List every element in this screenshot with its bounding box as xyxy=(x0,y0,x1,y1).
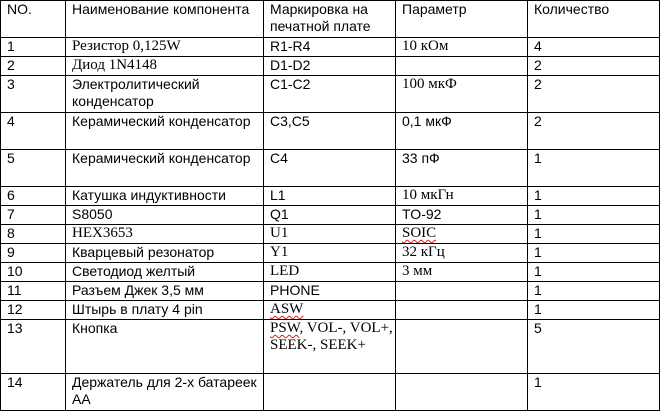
table-row xyxy=(1,225,660,244)
cell-name: Электролитический конденсатор xyxy=(66,76,264,113)
cell-name: Кварцевый резонатор xyxy=(66,244,264,263)
header-name: Наименование компонента xyxy=(66,1,264,38)
cell-name: HEX3653 xyxy=(66,225,264,244)
cell-marking: R1-R4 xyxy=(264,38,396,57)
cell-marking: D1-D2 xyxy=(264,57,396,76)
cell-marking-rest: , VOL-, VOL+, SEEK-, SEEK+ xyxy=(270,320,393,353)
cell-param xyxy=(396,320,528,374)
cell-no: 8 xyxy=(1,225,66,244)
cell-name: S8050 xyxy=(66,206,264,225)
cell-param-text: SOIC xyxy=(402,225,437,241)
table-row xyxy=(1,187,660,206)
psw-marking: PSW xyxy=(270,320,300,336)
cell-param: 0,1 мкФ xyxy=(396,113,528,150)
cell-qty: 2 xyxy=(528,113,660,150)
cell-marking: PHONE xyxy=(264,282,396,301)
table-row xyxy=(1,113,660,150)
cell-qty: 2 xyxy=(528,76,660,113)
cell-marking xyxy=(264,301,396,320)
cell-name: Кнопка xyxy=(66,320,264,374)
cell-marking: LED xyxy=(264,263,396,282)
cell-param: 10 кОм xyxy=(396,38,528,57)
table-row xyxy=(1,38,660,57)
cell-qty: 4 xyxy=(528,38,660,57)
cell-param xyxy=(396,282,528,301)
cell-no: 1 xyxy=(1,38,66,57)
cell-marking: C1-C2 xyxy=(264,76,396,113)
cell-marking-text: ASW xyxy=(270,301,304,317)
table-row xyxy=(1,244,660,263)
header-marking: Маркировка на печатной плате xyxy=(264,1,396,38)
table-header-row xyxy=(1,1,660,38)
cell-name: Светодиод желтый xyxy=(66,263,264,282)
table-row xyxy=(1,282,660,301)
table-row xyxy=(1,301,660,320)
cell-no: 12 xyxy=(1,301,66,320)
cell-qty: 1 xyxy=(528,301,660,320)
cell-qty: 1 xyxy=(528,244,660,263)
cell-no: 14 xyxy=(1,374,66,411)
cell-marking xyxy=(264,320,396,374)
table-row xyxy=(1,76,660,113)
cell-marking: C4 xyxy=(264,150,396,187)
cell-no: 13 xyxy=(1,320,66,374)
cell-name: Керамический конденсатор xyxy=(66,150,264,187)
header-qty: Количество xyxy=(528,1,660,38)
cell-param: 33 пФ xyxy=(396,150,528,187)
cell-qty: 1 xyxy=(528,282,660,301)
cell-no: 5 xyxy=(1,150,66,187)
cell-qty: 1 xyxy=(528,206,660,225)
cell-param: 3 мм xyxy=(396,263,528,282)
cell-name: Резистор 0,125W xyxy=(66,38,264,57)
cell-name: Разъем Джек 3,5 мм xyxy=(66,282,264,301)
cell-no: 11 xyxy=(1,282,66,301)
cell-param xyxy=(396,301,528,320)
cell-param xyxy=(396,57,528,76)
cell-no: 2 xyxy=(1,57,66,76)
table-row xyxy=(1,206,660,225)
cell-name: Штырь в плату 4 pin xyxy=(66,301,264,320)
table-row xyxy=(1,150,660,187)
table-row xyxy=(1,57,660,76)
cell-param xyxy=(396,225,528,244)
cell-marking: L1 xyxy=(264,187,396,206)
cell-param: 32 кГц xyxy=(396,244,528,263)
cell-qty: 1 xyxy=(528,187,660,206)
table-row xyxy=(1,263,660,282)
table-row xyxy=(1,320,660,374)
cell-marking: C3,C5 xyxy=(264,113,396,150)
cell-marking: Y1 xyxy=(264,244,396,263)
cell-qty: 1 xyxy=(528,374,660,411)
cell-qty: 2 xyxy=(528,57,660,76)
cell-no: 9 xyxy=(1,244,66,263)
cell-param xyxy=(396,374,528,411)
cell-no: 10 xyxy=(1,263,66,282)
cell-name: Диод 1N4148 xyxy=(66,57,264,76)
cell-marking xyxy=(264,374,396,411)
cell-qty: 1 xyxy=(528,263,660,282)
header-no: NO. xyxy=(1,1,66,38)
cell-param: TO-92 xyxy=(396,206,528,225)
cell-name: Держатель для 2-х батареек AA xyxy=(66,374,264,411)
cell-no: 7 xyxy=(1,206,66,225)
cell-param: 10 мкГн xyxy=(396,187,528,206)
cell-qty: 1 xyxy=(528,225,660,244)
cell-marking: Q1 xyxy=(264,206,396,225)
cell-qty: 5 xyxy=(528,320,660,374)
table-row xyxy=(1,374,660,411)
cell-name: Керамический конденсатор xyxy=(66,113,264,150)
cell-no: 4 xyxy=(1,113,66,150)
cell-name: Катушка индуктивности xyxy=(66,187,264,206)
cell-marking: U1 xyxy=(264,225,396,244)
header-param: Параметр xyxy=(396,1,528,38)
cell-no: 3 xyxy=(1,76,66,113)
cell-qty: 1 xyxy=(528,150,660,187)
cell-param: 100 мкФ xyxy=(396,76,528,113)
cell-no: 6 xyxy=(1,187,66,206)
